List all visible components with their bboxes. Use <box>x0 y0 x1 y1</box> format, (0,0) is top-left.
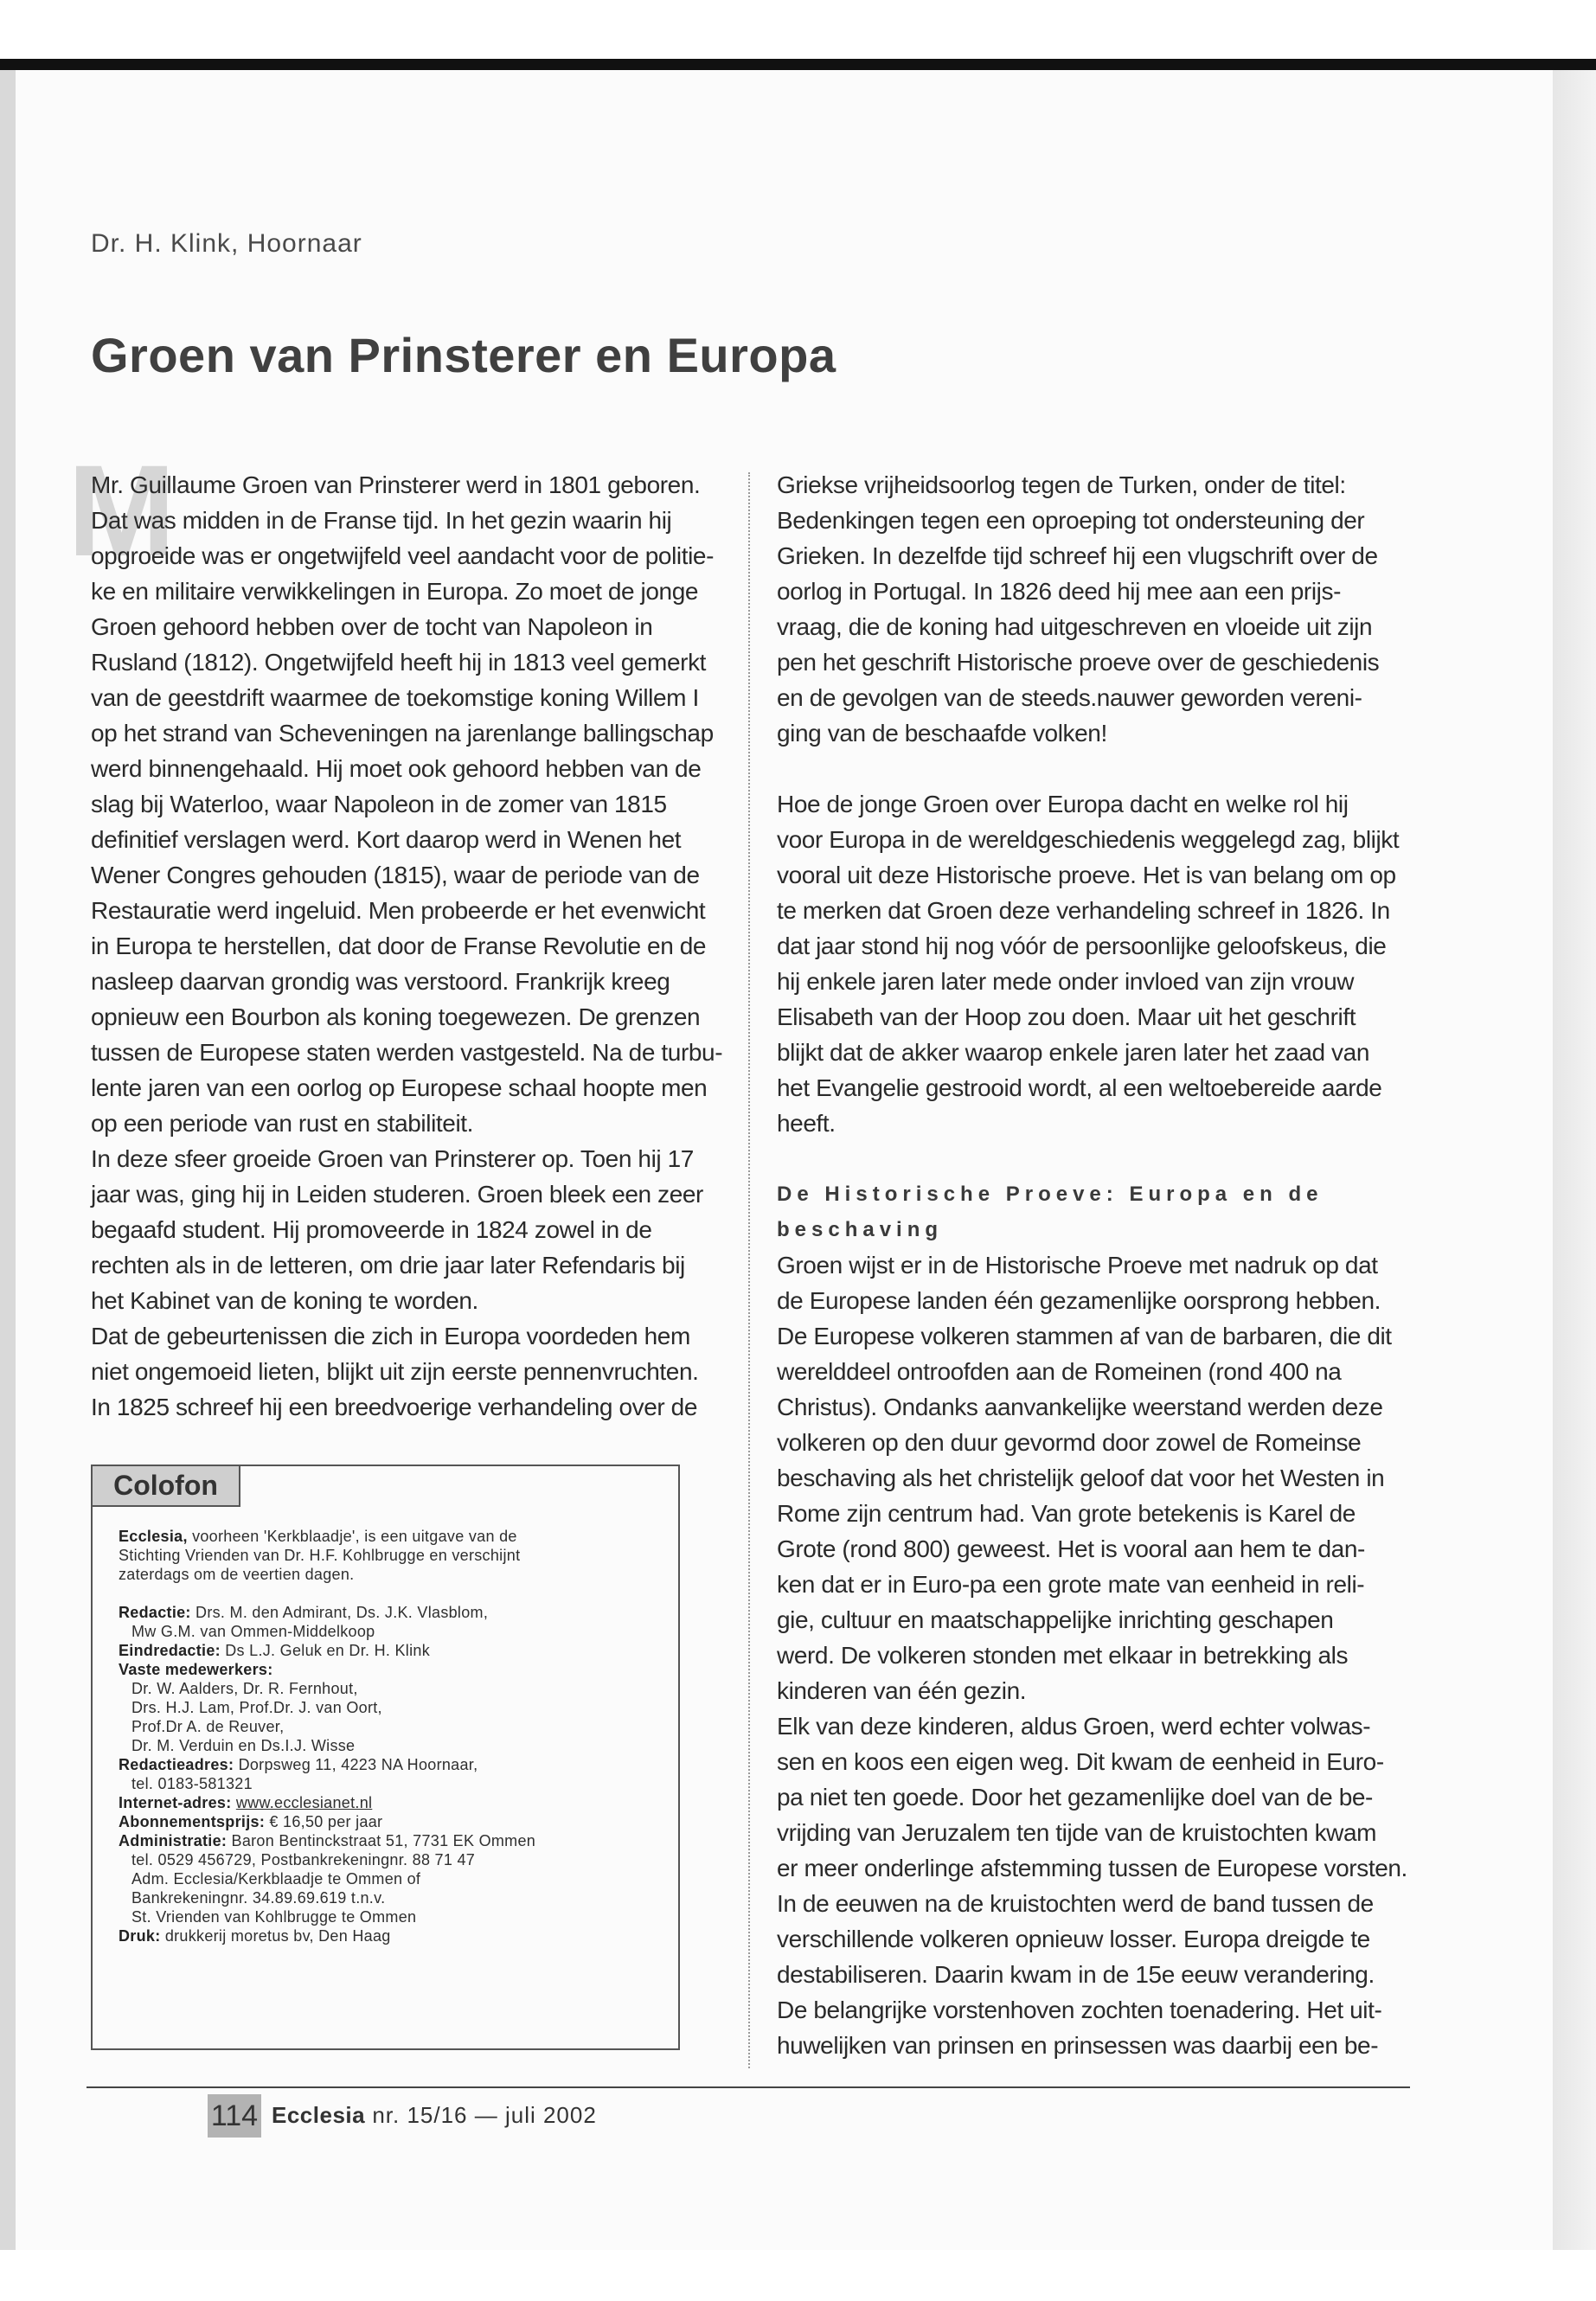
text-line: Mr. Guillaume Groen van Prinsterer werd in 1801 geboren. <box>91 471 701 498</box>
colofon-text: tel. 0183-581321 <box>131 1775 253 1792</box>
text-line: nasleep daarvan grondig was verstoord. Frankrijk kreeg <box>91 968 670 995</box>
colofon-text: Dr. W. Aalders, Dr. R. Fernhout, <box>131 1680 358 1697</box>
page-number: 114 <box>208 2094 261 2138</box>
text-line: destabiliseren. Daarin kwam in de 15e eeuw verandering. <box>777 1961 1375 1988</box>
colofon-label: Vaste medewerkers: <box>119 1661 273 1678</box>
colofon-label: Eindredactie: <box>119 1642 221 1659</box>
text-line: Rome zijn centrum had. Van grote betekenis is Karel de <box>777 1500 1356 1527</box>
colofon-text: Drs. H.J. Lam, Prof.Dr. J. van Oort, <box>131 1699 382 1716</box>
text-line: Hoe de jonge Groen over Europa dacht en welke rol hij <box>777 791 1349 817</box>
colofon-text: voorheen 'Kerkblaadje', is een uitgave van de <box>187 1528 517 1545</box>
text-line: Grote (rond 800) geweest. Het is vooral aan hem te dan- <box>777 1535 1365 1562</box>
text-line: oorlog in Portugal. In 1826 deed hij mee aan een prijs- <box>777 578 1341 605</box>
text-line: definitief verslagen werd. Kort daarop werd in Wenen het <box>91 826 682 853</box>
column-divider <box>748 472 750 2068</box>
colofon-text: Adm. Ecclesia/Kerkblaadje te Ommen of <box>131 1870 421 1888</box>
text-line: het Kabinet van de koning te worden. <box>91 1287 478 1314</box>
footer-issue <box>272 2102 597 2129</box>
website-link[interactable]: www.ecclesianet.nl <box>235 1794 373 1811</box>
text-line: tussen de Europese staten werden vastgesteld. Na de turbu- <box>91 1039 723 1066</box>
text-line: rechten als in de letteren, om drie jaar later Refendaris bij <box>91 1252 685 1279</box>
scan-right-edge <box>1553 70 1596 2250</box>
text-line: heeft. <box>777 1110 836 1137</box>
column-right <box>777 467 1407 2063</box>
text-line: De belangrijke vorstenhoven zochten toenadering. Het uit- <box>777 1997 1382 2023</box>
colofon-label: Abonnementsprijs: <box>119 1813 266 1830</box>
drop-cap: M <box>67 438 176 583</box>
text-line: volkeren op den duur gevormd door zowel de Romeinse <box>777 1429 1362 1456</box>
colofon-text: Dorpsweg 11, 4223 NA Hoornaar, <box>234 1756 478 1773</box>
text-line: blijkt dat de akker waarop enkele jaren later het zaad van <box>777 1039 1370 1066</box>
article-title: Groen van Prinsterer en Europa <box>91 328 836 382</box>
text-line: hij enkele jaren later mede onder invloed van zijn vrouw <box>777 968 1355 995</box>
column-left <box>91 467 723 1425</box>
text-line: Grieken. In dezelfde tijd schreef hij een vlugschrift over de <box>777 542 1378 569</box>
text-line: In de eeuwen na de kruistochten werd de band tussen de <box>777 1890 1374 1917</box>
text-line: in Europa te herstellen, dat door de Franse Revolutie en de <box>91 933 707 959</box>
text-line: Christus). Ondanks aanvankelijke weerstand werden deze <box>777 1394 1383 1420</box>
text-line: Elk van deze kinderen, aldus Groen, werd echter volwas- <box>777 1713 1371 1740</box>
text-line: vraag, die de koning had uitgeschreven en vloeide uit zijn <box>777 613 1373 640</box>
text-line: ke en militaire verwikkelingen in Europa. Zo moet de jonge <box>91 578 699 605</box>
text-line: In 1825 schreef hij een breedvoerige verhandeling over de <box>91 1394 698 1420</box>
colofon-text: zaterdags om de veertien dagen. <box>119 1566 355 1583</box>
text-line: opnieuw een Bourbon als koning toegewezen. De grenzen <box>91 1003 701 1030</box>
colofon-text: St. Vrienden van Kohlbrugge te Ommen <box>131 1908 417 1926</box>
text-line: Rusland (1812). Ongetwijfeld heeft hij in 1813 veel gemerkt <box>91 649 707 676</box>
text-line: van de geestdrift waarmee de toekomstige koning Willem I <box>91 684 699 711</box>
text-line: de Europese landen één gezamenlijke oorsprong hebben. <box>777 1287 1381 1314</box>
section-subheading <box>777 1176 1404 1247</box>
text-line: het Evangelie gestrooid wordt, al een weltoebereide aarde <box>777 1074 1382 1101</box>
text-line: werelddeel ontroofden aan de Romeinen (rond 400 na <box>777 1358 1342 1385</box>
colofon-label: Internet-adres: <box>119 1794 232 1811</box>
text-line: Elisabeth van der Hoop zou doen. Maar uit het geschrift <box>777 1003 1356 1030</box>
text-line: In deze sfeer groeide Groen van Prinsterer op. Toen hij 17 <box>91 1145 694 1172</box>
colofon-text: Drs. M. den Admirant, Ds. J.K. Vlasblom, <box>190 1604 489 1621</box>
colofon-title: Colofon <box>93 1466 240 1507</box>
text-line: pen het geschrift Historische proeve over de geschiedenis <box>777 649 1380 676</box>
text-line: kinderen van één gezin. <box>777 1677 1027 1704</box>
colofon-text: € 16,50 per jaar <box>265 1813 383 1830</box>
text-line: vrijding van Jeruzalem ten tijde van de kruistochten kwam <box>777 1819 1377 1846</box>
colofon-text: Mw G.M. van Ommen-Middelkoop <box>131 1623 375 1640</box>
colofon-text: Bankrekeningnr. 34.89.69.619 t.n.v. <box>131 1889 386 1907</box>
text-line: Dat de gebeurtenissen die zich in Europa voordeden hem <box>91 1323 690 1349</box>
subheading-line: De Historische Proeve: Europa en de <box>777 1183 1324 1206</box>
colofon-label: Redactie: <box>119 1604 191 1621</box>
text-line: beschaving als het christelijk geloof dat voor het Westen in <box>777 1465 1385 1491</box>
text-line: De Europese volkeren stammen af van de barbaren, die dit <box>777 1323 1392 1349</box>
magazine-name: Ecclesia <box>272 2102 366 2128</box>
text-line: niet ongemoeid lieten, blijkt uit zijn eerste pennenvruchten. <box>91 1358 699 1385</box>
text-line: Griekse vrijheidsoorlog tegen de Turken, onder de titel: <box>777 471 1346 498</box>
text-line: Groen wijst er in de Historische Proeve met nadruk op dat <box>777 1252 1378 1279</box>
text-line: ging van de beschaafde volken! <box>777 720 1107 747</box>
issue-info: nr. 15/16 — juli 2002 <box>365 2102 597 2128</box>
paragraph <box>777 1247 1407 2063</box>
scan-bottom-margin <box>0 2250 1596 2301</box>
colofon-text: Stichting Vrienden van Dr. H.F. Kohlbrugge en verschijnt <box>119 1547 521 1564</box>
colofon-text: Baron Bentinckstraat 51, 7731 EK Ommen <box>227 1832 536 1849</box>
text-line: sen en koos een eigen weg. Dit kwam de eenheid in Euro- <box>777 1748 1384 1775</box>
colofon-body <box>119 1527 663 1945</box>
colofon-label: Administratie: <box>119 1832 228 1849</box>
scan-top-bar <box>0 59 1596 70</box>
text-line: Bedenkingen tegen een oproeping tot ondersteuning der <box>777 507 1365 534</box>
text-line: opgroeide was er ongetwijfeld veel aandacht voor de politie- <box>91 542 715 569</box>
text-line: Restauratie werd ingeluid. Men probeerde er het evenwicht <box>91 897 706 924</box>
text-line: gie, cultuur en maatschappelijke inrichting geschapen <box>777 1606 1334 1633</box>
text-line: begaafd student. Hij promoveerde in 1824 zowel in de <box>91 1216 652 1243</box>
subheading-line: beschaving <box>777 1218 944 1241</box>
text-line: en de gevolgen van de steeds.nauwer geworden vereni- <box>777 684 1362 711</box>
text-line: Groen gehoord hebben over de tocht van Napoleon in <box>91 613 653 640</box>
text-line: werd binnengehaald. Hij moet ook gehoord hebben van de <box>91 755 702 782</box>
colofon-box <box>91 1465 680 2050</box>
text-line: op het strand van Scheveningen na jarenlange ballingschap <box>91 720 714 747</box>
text-line: op een periode van rust en stabiliteit. <box>91 1110 474 1137</box>
text-line: huwelijken van prinsen en prinsessen was daarbij een be- <box>777 2032 1379 2059</box>
colofon-text: Prof.Dr A. de Reuver, <box>131 1718 285 1735</box>
scan-left-edge <box>0 70 16 2250</box>
text-line: verschillende volkeren opnieuw losser. Europa dreigde te <box>777 1926 1370 1952</box>
footer-rule <box>87 2086 1410 2088</box>
article-author: Dr. H. Klink, Hoornaar <box>91 229 362 258</box>
paragraph <box>777 467 1404 751</box>
paragraph <box>777 786 1404 1141</box>
colofon-text: Dr. M. Verduin en Ds.I.J. Wisse <box>131 1737 356 1754</box>
colofon-text: Ds L.J. Geluk en Dr. H. Klink <box>220 1642 431 1659</box>
text-line: ken dat er in Euro-pa een grote mate van eenheid in reli- <box>777 1571 1365 1598</box>
text-line: voor Europa in de wereldgeschiedenis weggelegd zag, blijkt <box>777 826 1400 853</box>
colofon-label: Redactieadres: <box>119 1756 234 1773</box>
text-line: te merken dat Groen deze verhandeling schreef in 1826. In <box>777 897 1390 924</box>
text-line: jaar was, ging hij in Leiden studeren. Groen bleek een zeer <box>91 1181 703 1208</box>
text-line: lente jaren van een oorlog op Europese schaal hoopte men <box>91 1074 708 1101</box>
text-line: vooral uit deze Historische proeve. Het is van belang om op <box>777 862 1396 888</box>
text-line: er meer onderlinge afstemming tussen de Europese vorsten. <box>777 1855 1407 1881</box>
colofon-text: tel. 0529 456729, Postbankrekeningnr. 88 71 47 <box>131 1851 476 1868</box>
text-line: dat jaar stond hij nog vóór de persoonlijke geloofskeus, die <box>777 933 1387 959</box>
text-line: Dat was midden in de Franse tijd. In het gezin waarin hij <box>91 507 672 534</box>
text-line: pa niet ten goede. Door het gezamenlijke doel van de be- <box>777 1784 1373 1811</box>
paragraph <box>91 467 723 1425</box>
text-line: werd. De volkeren stonden met elkaar in betrekking als <box>777 1642 1349 1669</box>
text-line: Wener Congres gehouden (1815), waar de periode van de <box>91 862 700 888</box>
colofon-text: drukkerij moretus bv, Den Haag <box>160 1927 391 1945</box>
text-line: slag bij Waterloo, waar Napoleon in de zomer van 1815 <box>91 791 667 817</box>
colofon-label: Ecclesia, <box>119 1528 188 1545</box>
colofon-label: Druk: <box>119 1927 161 1945</box>
